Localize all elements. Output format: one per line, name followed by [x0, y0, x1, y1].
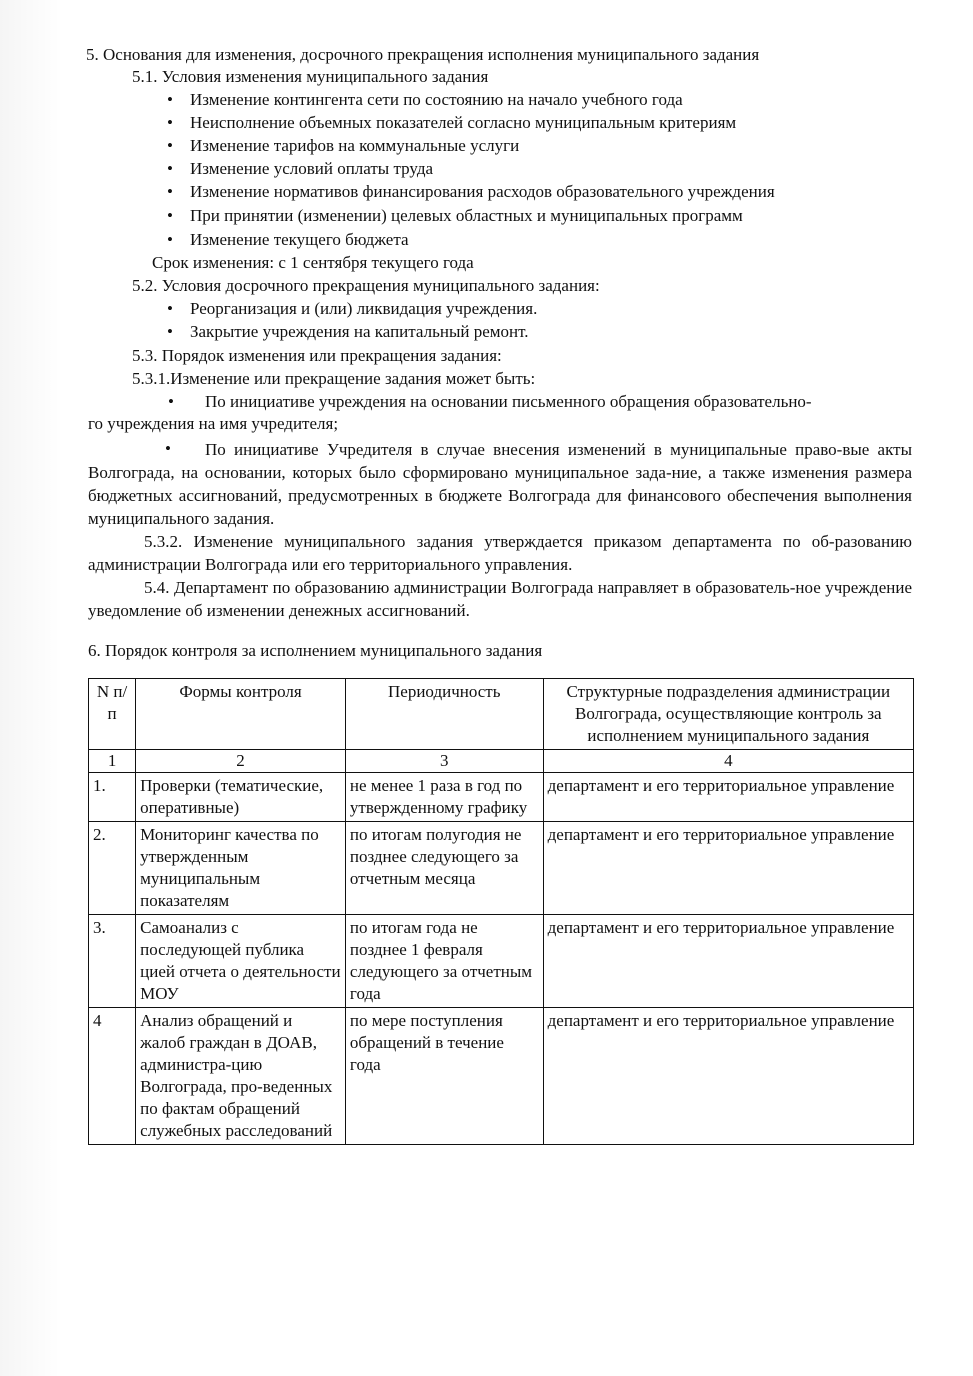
subsection-5-2: 5.2. Условия досрочного прекращения муниципального задания:: [132, 276, 600, 295]
list-item: По инициативе Учредителя в случае внесения изменений в муниципальные право-вые акты Волгограда, на основании, которых было сформировано муниципальное зада-ние, а также изменения размера бюджетных ассигнований, предусмотренных в бюджете Волгограда для финансового обеспечения выполнения муниципального задания.: [88, 440, 912, 528]
table-cell: 1: [89, 750, 136, 773]
table-cell: по мере поступления обращений в течение года: [345, 1008, 543, 1145]
bullet-icon: •: [167, 90, 173, 109]
subsection-5-3-2: 5.3.2. Изменение муниципального задания утверждается приказом департамента по об-разованию администрации Волгограда или его территориального управления.: [88, 532, 912, 574]
bullet-icon: •: [167, 322, 173, 341]
bullet-icon: •: [167, 299, 173, 318]
list-item: • Закрытие учреждения на капитальный ремонт.: [190, 321, 529, 343]
table-row: [89, 1008, 914, 1145]
list-item: • При принятии (изменении) целевых областных и муниципальных программ: [190, 205, 743, 227]
table-cell: 3: [345, 750, 543, 773]
table-cell: 2.: [89, 822, 136, 915]
list-item: • Изменение контингента сети по состоянию на начало учебного года: [190, 89, 683, 111]
table-cell: 4: [89, 1008, 136, 1145]
table-cell: не менее 1 раза в год по утвержденному графику: [345, 773, 543, 822]
bullet-icon: •: [167, 182, 173, 201]
subsection-5-3-1: 5.3.1.Изменение или прекращение задания может быть:: [132, 369, 536, 388]
list-item: • Изменение условий оплаты труда: [190, 158, 433, 180]
table-cell: 4: [543, 750, 913, 773]
table-cell: по итогам полугодия не позднее следующего за отчетным месяца: [345, 822, 543, 915]
section6-heading: 6. Порядок контроля за исполнением муниципального задания: [88, 641, 543, 660]
list-item: • Изменение текущего бюджета: [190, 229, 409, 251]
col-header-periodicity: Периодичность: [345, 679, 543, 750]
table-cell: департамент и его территориальное управление: [543, 915, 913, 1008]
table-cell: Проверки (тематические, оперативные): [136, 773, 346, 822]
table-cell: 2: [136, 750, 346, 773]
table-cell: Анализ обращений и жалоб граждан в ДОАВ, администра-цию Волгограда, про-веденных по фактам обращений служебных расследований: [136, 1008, 346, 1145]
col-header-number: N п/п: [89, 679, 136, 750]
section5-heading: 5. Основания для изменения, досрочного прекращения исполнения муниципального задания: [86, 45, 760, 64]
list-item: • Изменение тарифов на коммунальные услуги: [190, 135, 519, 157]
table-cell: департамент и его территориальное управление: [543, 1008, 913, 1145]
scan-shadow: [0, 0, 60, 1376]
table-row: [89, 822, 914, 915]
table-cell: департамент и его территориальное управление: [543, 773, 913, 822]
bullet-icon: •: [167, 206, 173, 225]
subsection-5-4: 5.4. Департамент по образованию администрации Волгограда направляет в образователь-ное учреждение уведомление об изменении денежных ассигнований.: [88, 578, 912, 620]
col-header-departments: Структурные подразделения администрации Волгограда, осуществляющие контроль за исполнением муниципального задания: [543, 679, 913, 750]
table-cell: Самоанализ с последующей публика цией отчета о деятельности МОУ: [136, 915, 346, 1008]
list-item: • Изменение нормативов финансирования расходов образовательного учреждения: [190, 181, 775, 203]
list-item: • Неисполнение объемных показателей согласно муниципальным критериям: [190, 112, 736, 134]
table-header-row: [89, 679, 914, 750]
bullet-icon: •: [168, 392, 174, 411]
table-cell: 3.: [89, 915, 136, 1008]
change-term: Срок изменения: с 1 сентября текущего года: [152, 253, 474, 272]
bullet-icon: •: [167, 113, 173, 132]
subsection-5-3: 5.3. Порядок изменения или прекращения задания:: [132, 346, 502, 365]
table-number-row: [89, 750, 914, 773]
bullet-icon: •: [167, 230, 173, 249]
col-header-form: Формы контроля: [136, 679, 346, 750]
table-row: [89, 915, 914, 1008]
subsection-5-1: 5.1. Условия изменения муниципального задания: [132, 67, 489, 86]
list-item: • Реорганизация и (или) ликвидация учреждения.: [190, 298, 537, 320]
table-cell: 1.: [89, 773, 136, 822]
list-item: • По инициативе учреждения на основании письменного обращения образовательно-: [205, 391, 812, 413]
bullet-icon: •: [167, 159, 173, 178]
bullet-icon: •: [167, 136, 173, 155]
table-row: [89, 773, 914, 822]
table-cell: Мониторинг качества по утвержденным муниципальным показателям: [136, 822, 346, 915]
table-cell: по итогам года не позднее 1 февраля следующего за отчетным года: [345, 915, 543, 1008]
bullet-icon: •: [165, 439, 171, 458]
list-item-continuation: го учреждения на имя учредителя;: [88, 414, 339, 433]
table-cell: департамент и его территориальное управление: [543, 822, 913, 915]
control-table: [88, 678, 914, 1145]
